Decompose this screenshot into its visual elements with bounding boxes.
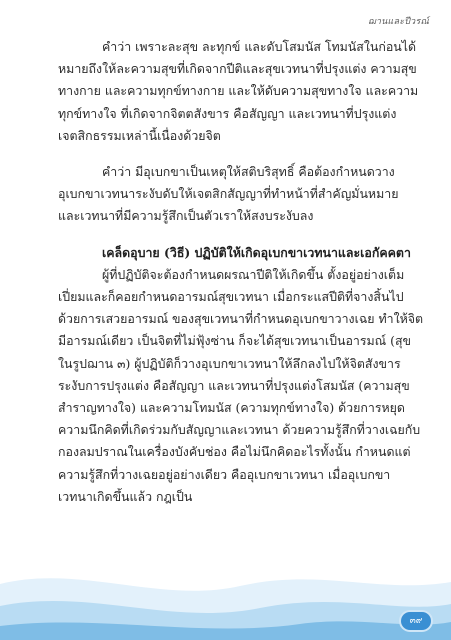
page-number-badge: ๓๙	[401, 612, 431, 630]
paragraph-1: คำว่า เพราะละสุข ละทุกข์ และดับโสมนัส โทมนัสในก่อนได้หมายถึงให้ละความสุขที่เกิดจากปีติและสุขเวทนาที่ปรุงแต่ง ความสุขทางกาย และความทุกข์ทางกาย และให้ดับความสุขทางใจ และความทุกข์ทางใจ ที่เกิดจากจิตตสังขาร คือสัญญา และเวทนาที่ปรุงแต่งเจตสิกธรรมเหล่านี้เนื่องด้วยจิต	[58, 39, 419, 143]
body-text	[58, 36, 424, 508]
paragraph-gap	[58, 228, 424, 242]
paragraph-gap	[58, 147, 424, 161]
paragraph-2: คำว่า มีอุเบกขาเป็นเหตุให้สติบริสุทธิ์ คือต้องกำหนดวางอุเบกขาเวทนาระงับดับให้เจตสิกสัญญาที่ทำหน้าที่สำคัญมั่นหมาย และเวทนาที่มีความรู้สึกเป็นตัวเราให้สงบระงับลง	[58, 164, 399, 224]
footer-wave-decoration	[0, 544, 451, 640]
running-header: ฌานและปีวรณ์	[368, 17, 429, 27]
paragraph-3: ผู้ที่ปฏิบัติจะต้องกำหนดผรณาปีติให้เกิดขึ้น ตั้งอยู่อย่างเต็มเปี่ยมและก็คอยกำหนดอารมณ์สุขเวทนา เมื่อกระแสปีติที่จางสิ้นไปด้วยการเสวยอารมณ์ ของสุขเวทนาที่กำหนดอุเบกขาวางเฉย ทำให้จิตมีอารมณ์เดียว เป็นจิตที่ไม่ฟุ้งซ่าน ก็จะได้สุขเวทนาเป็นอารมณ์ (สุขในรูปฌาน ๓) ผู้ปฏิบัติก็วางอุเบกขาเวทนาให้ลึกลงไปให้จิตสังขารระงับการปรุงแต่ง คือสัญญา และเวทนาที่ปรุงแต่งโสมนัส (ความสุขสำราญทางใจ) และความโทมนัส (ความทุกข์ทางใจ) ด้วยการหยุดความนึกคิดที่เกิดร่วมกับสัญญาและเวทนา ด้วยความรู้สึกที่วางเฉยกับกองลมปราณในเครื่องบังคับช่อง คือไม่นึกคิดอะไรทั้งนั้น กำหนดแต่ความรู้สึกที่วางเฉยอยู่อย่างเดียว คืออุเบกขาเวทนา เมื่ออุเบกขาเวทนาเกิดขึ้นแล้ว กฎเป็น	[58, 266, 424, 504]
section-heading: เคล็ดอุบาย (วิธี) ปฏิบัติให้เกิดอุเบกขาเวทนาและเอกัคคตา	[102, 244, 411, 260]
